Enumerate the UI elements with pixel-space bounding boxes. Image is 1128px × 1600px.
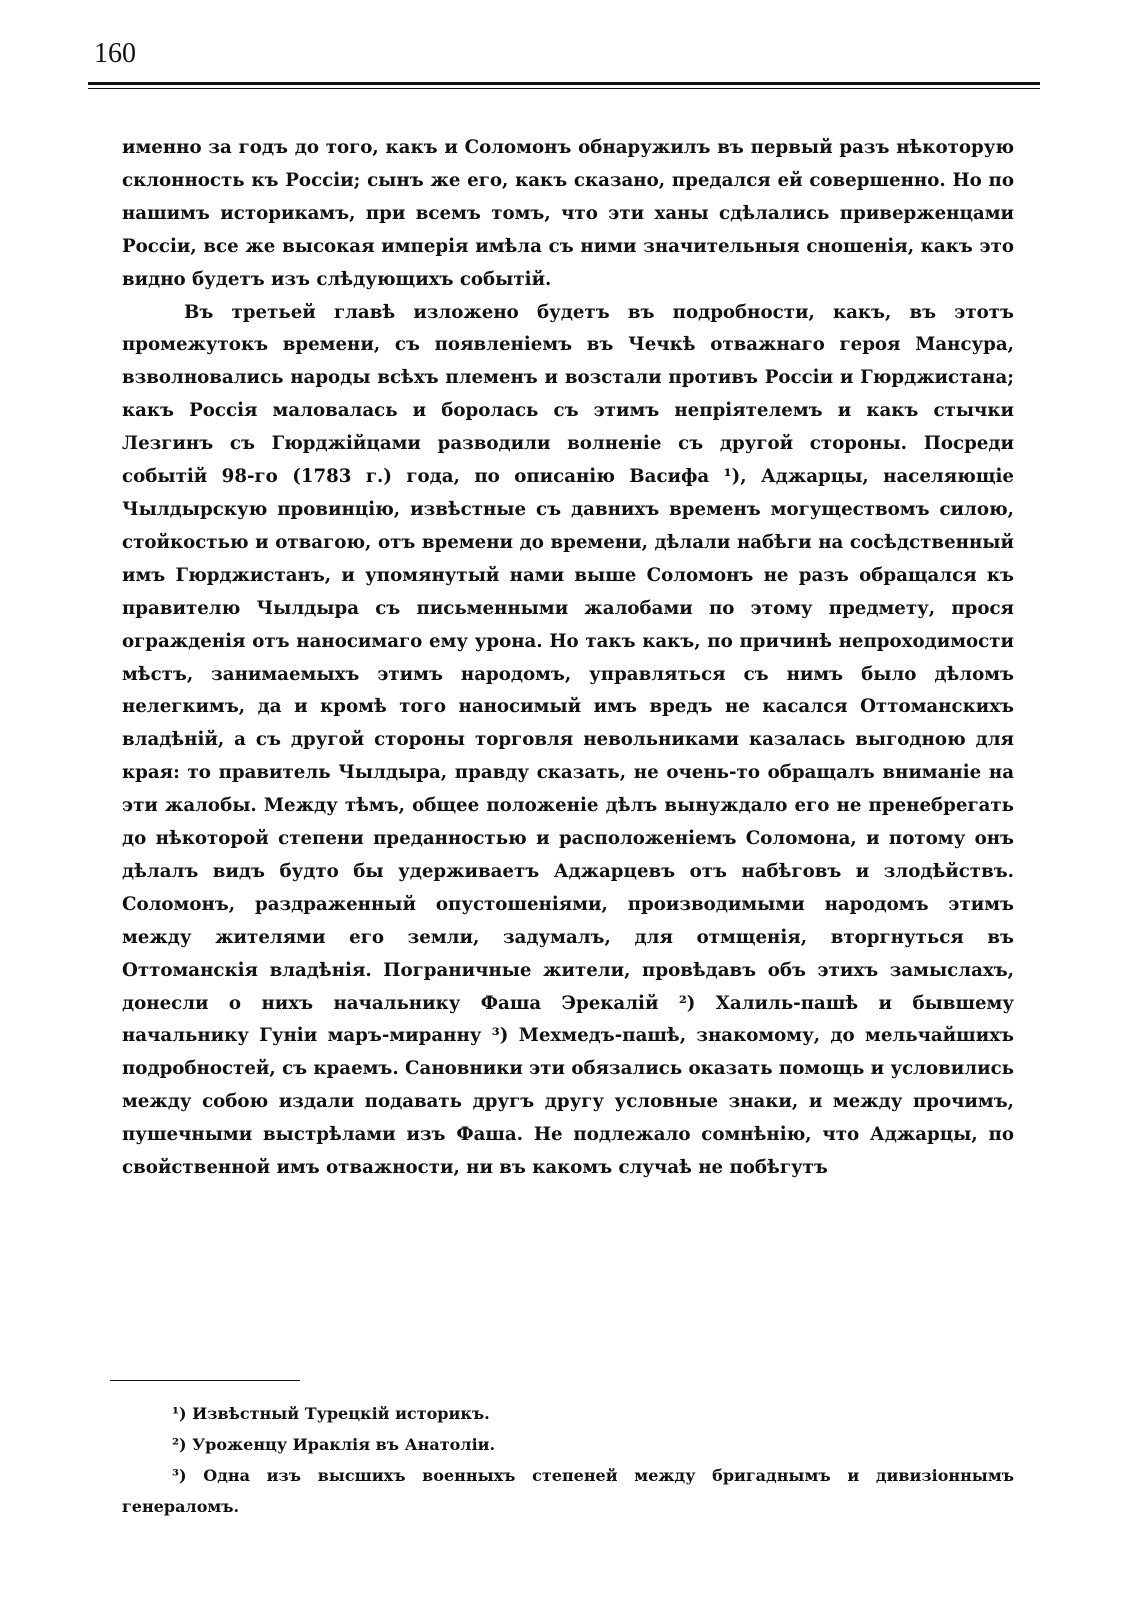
header-rule [88,82,1040,85]
page-number: 160 [94,38,136,69]
paragraph-1: именно за годъ до того, какъ и Соломонъ обнаружилъ въ первый разъ нѣкоторую склонность къ Россіи; сынъ же его, какъ сказано, предался ей совершенно. Но по нашимъ историкамъ, при всемъ томъ, что эти ханы сдѣлались приверженцами Россіи, все же высокая имперія имѣла съ ними значительныя сношенія, какъ это видно будетъ изъ слѣдующихъ событій. [122,137,1014,290]
footnote-2: ²) Уроженцу Ираклія въ Анатоліи. [172,1435,496,1454]
body-text [122,132,1014,1185]
footnote-1: ¹) Извѣстный Турецкій историкъ. [172,1404,490,1423]
footnote-3: ³) Одна изъ высшихъ военныхъ степеней между бригаднымъ и дивизіоннымъ генераломъ. [122,1466,1014,1516]
header-rule-thin [88,88,1040,89]
paragraph-2: Въ третьей главѣ изложено будетъ въ подробности, какъ, въ этотъ промежутокъ времени, съ появленіемъ въ Чечкѣ отважнаго героя Мансура, взволновались народы всѣхъ племенъ и возстали противъ Россіи и Гюрджистана; какъ Россія маловалась и боролась съ этимъ непріятелемъ и какъ стычки Лезгинъ съ Гюрджійцами разводили волненіе съ другой стороны. Посреди событій 98-го (1783 г.) года, по описанію Васифа ¹), Аджарцы, населяющіе Чылдырскую провинцію, извѣстные съ давнихъ временъ могуществомъ силою, стойкостью и отвагою, отъ времени до времени, дѣлали набѣги на сосѣдственный имъ Гюрджистанъ, и упомянутый нами выше Соломонъ не разъ обращался къ правителю Чылдыра съ письменными жалобами по этому предмету, прося огражденія отъ наносимаго ему урона. Но такъ какъ, по причинѣ непроходимости мѣстъ, занимаемыхъ этимъ народомъ, управляться съ нимъ было дѣломъ нелегкимъ, да и кромѣ того наносимый имъ вредъ не касался Оттоманскихъ владѣній, а съ другой стороны торговля невольниками казалась выгодною для края: то правитель Чылдыра, правду сказать, не очень-то обращалъ вниманіе на эти жалобы. Между тѣмъ, общее положеніе дѣлъ вынуждало его не пренебрегать до нѣкоторой степени преданностью и расположеніемъ Соломона, и потому онъ дѣлалъ видъ будто бы удерживаетъ Аджарцевъ отъ набѣговъ и злодѣйствъ. Соломонъ, раздраженный опустошеніями, производимыми народомъ этимъ между жителями его земли, задумалъ, для отмщенія, вторгнуться въ Оттоманскія владѣнія. Пограничные жители, провѣдавъ объ этихъ замыслахъ, донесли о нихъ начальнику Фаша Эрекалій ²) Халиль-пашѣ и бывшему начальнику Гуніи маръ-миранну ³) Мехмедъ-пашѣ, знакомому, до мельчайшихъ подробностей, съ краемъ. Сановники эти обязались оказать помощь и условились между собою издали подавать другъ другу условные знаки, и между прочимъ, пушечными выстрѣлами изъ Фаша. Не подлежало сомнѣнію, что Аджарцы, по свойственной имъ отважности, ни въ какомъ случаѣ не побѣгутъ [122,301,1014,1179]
footnotes [122,1398,1014,1522]
footnote-rule [110,1380,300,1381]
